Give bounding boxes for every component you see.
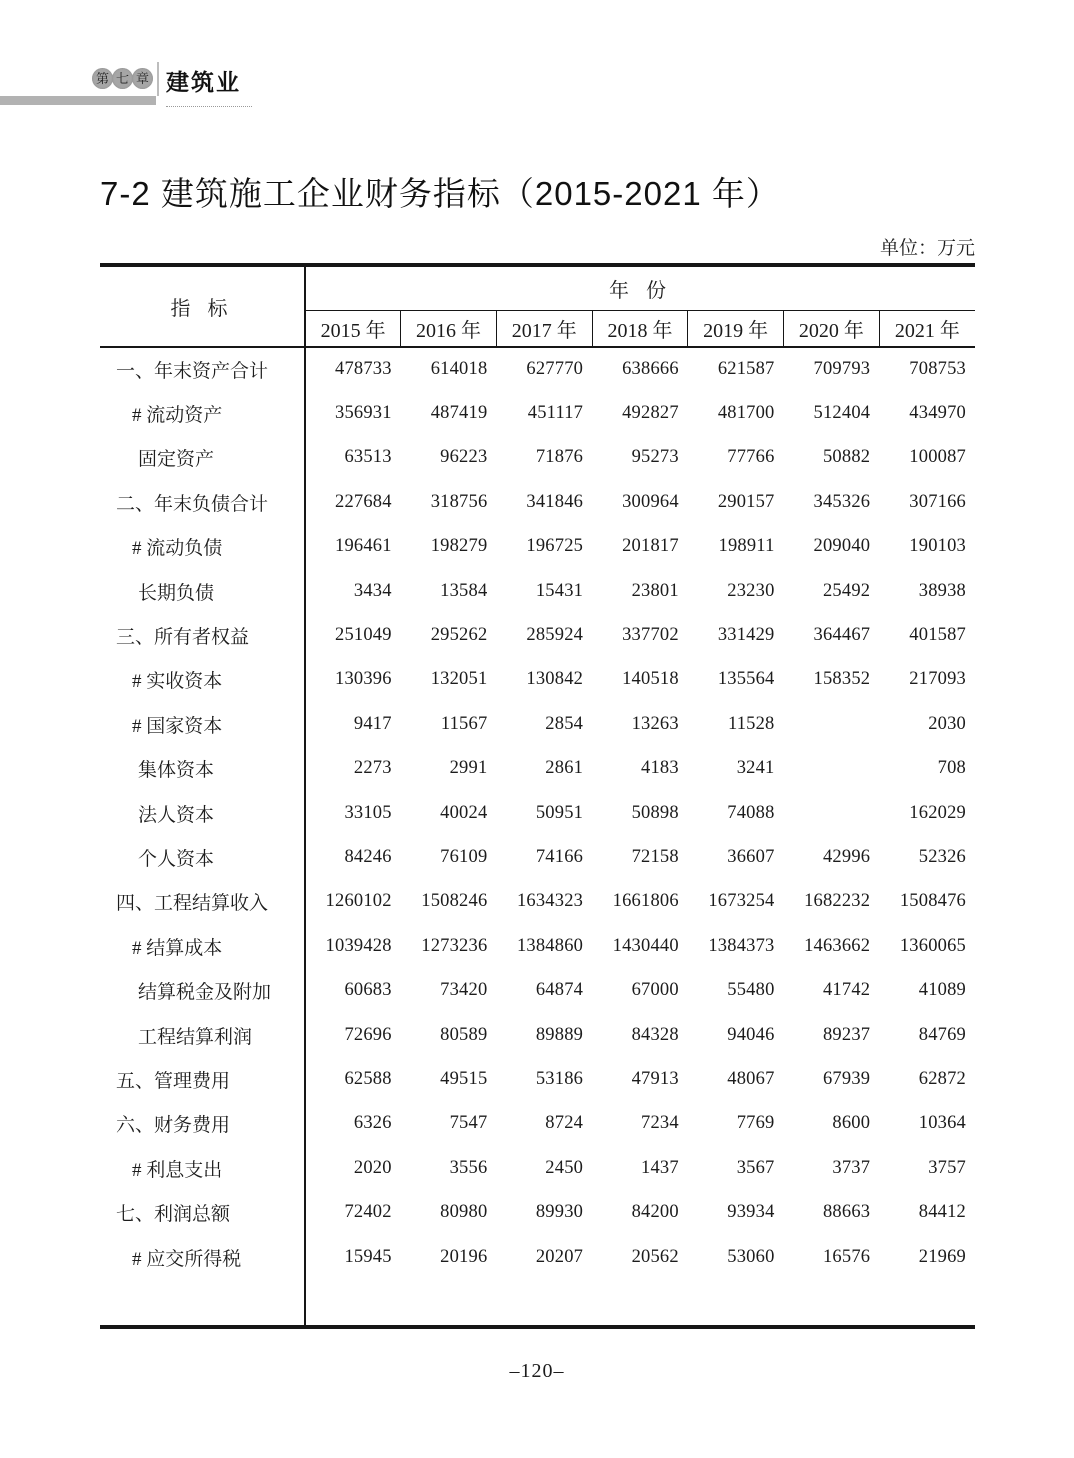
year-header: 2021 年 (879, 311, 975, 348)
value-cell: 74088 (727, 802, 775, 823)
value-cell: 89930 (535, 1202, 584, 1223)
value-cell: 20207 (535, 1246, 584, 1267)
row-label: # 应交所得税 (100, 1235, 305, 1279)
value-cell: 8724 (545, 1113, 584, 1134)
table-row (100, 347, 975, 391)
value-cell: 209040 (813, 536, 871, 557)
row-label: 结算税金及附加 (100, 968, 305, 1012)
table-row (100, 525, 975, 569)
value-cell: 451117 (527, 403, 584, 424)
value-cell: 23801 (631, 580, 679, 601)
value-cell: 638666 (622, 359, 679, 380)
value-cell: 53060 (727, 1246, 775, 1267)
value-cell: 1508476 (899, 891, 966, 912)
value-cell: 434970 (909, 403, 966, 424)
table-row (100, 968, 975, 1012)
value-cell: 130842 (526, 669, 584, 690)
value-cell: 96223 (440, 447, 488, 468)
value-cell: 337702 (622, 625, 679, 646)
chapter-title-underline (166, 64, 252, 107)
value-cell: 1273236 (421, 935, 488, 956)
value-cell: 7769 (736, 1113, 775, 1134)
row-label: 四、工程结算收入 (100, 880, 305, 924)
value-cell: 36607 (727, 846, 775, 867)
unit-note: 单位：万元 (879, 238, 975, 259)
table-row (100, 1013, 975, 1057)
value-cell: 492827 (622, 403, 679, 424)
value-cell: 84412 (918, 1202, 966, 1223)
value-cell: 64874 (535, 980, 584, 1001)
value-cell: 130396 (335, 669, 392, 690)
row-label: 一、年末资产合计 (100, 347, 305, 391)
value-cell: 23230 (727, 580, 775, 601)
value-cell: 71876 (535, 447, 584, 468)
value-cell: 3434 (353, 580, 392, 601)
value-cell: 341846 (526, 491, 584, 512)
table-row (100, 791, 975, 835)
value-cell: 50951 (535, 802, 584, 823)
value-cell: 67939 (822, 1068, 871, 1089)
value-cell: 708 (937, 758, 966, 779)
row-label: 五、管理费用 (100, 1057, 305, 1101)
value-cell: 300964 (622, 491, 679, 512)
value-cell: 251049 (335, 625, 392, 646)
chapter-badge-char-3: 章 (132, 68, 153, 89)
value-cell: 190103 (909, 536, 966, 557)
value-cell: 49515 (440, 1068, 488, 1089)
value-cell: 217093 (909, 669, 966, 690)
chapter-badge-char-1: 第 (92, 68, 113, 89)
table-row (100, 658, 975, 702)
value-cell: 77766 (727, 447, 775, 468)
value-cell: 93934 (727, 1202, 775, 1223)
value-cell: 15945 (344, 1246, 392, 1267)
value-cell: 1384860 (516, 935, 584, 956)
value-cell: 15431 (535, 580, 584, 601)
table-row (100, 569, 975, 613)
value-cell: 76109 (440, 846, 488, 867)
header-gray-bar (0, 96, 156, 105)
value-cell: 356931 (335, 403, 392, 424)
value-cell: 1508246 (421, 891, 488, 912)
value-cell: 62588 (344, 1068, 392, 1089)
value-cell: 481700 (717, 403, 775, 424)
value-cell: 72158 (631, 846, 679, 867)
page-number: –120– (509, 1360, 565, 1382)
value-cell: 1682232 (804, 891, 871, 912)
row-label: # 利息支出 (100, 1146, 305, 1190)
value-cell: 1437 (641, 1157, 679, 1178)
table-row (100, 702, 975, 746)
table-row (100, 436, 975, 480)
value-cell: 1634323 (516, 891, 584, 912)
value-cell: 709793 (813, 359, 871, 380)
value-cell: 73420 (440, 980, 488, 1001)
value-cell: 21969 (918, 1246, 966, 1267)
value-cell: 53186 (535, 1068, 584, 1089)
value-cell: 84769 (918, 1024, 966, 1045)
value-cell: 20196 (440, 1246, 488, 1267)
year-header: 2017 年 (496, 311, 592, 348)
value-cell (784, 791, 880, 835)
value-cell: 345326 (813, 491, 871, 512)
row-label: 固定资产 (100, 436, 305, 480)
table-row (100, 1190, 975, 1234)
value-cell: 3241 (736, 758, 775, 779)
value-cell: 9417 (353, 713, 392, 734)
value-cell: 95273 (631, 447, 679, 468)
value-cell: 100087 (909, 447, 966, 468)
value-cell: 84328 (631, 1024, 679, 1045)
value-cell: 72402 (344, 1202, 392, 1223)
table-row (100, 747, 975, 791)
value-cell: 2450 (545, 1157, 584, 1178)
value-cell: 487419 (430, 403, 488, 424)
row-label: 七、利润总额 (100, 1190, 305, 1234)
table-row (100, 480, 975, 524)
chapter-title: 建筑业 (166, 69, 241, 95)
value-cell: 3567 (736, 1157, 775, 1178)
value-cell: 48067 (727, 1068, 775, 1089)
value-cell: 614018 (430, 359, 488, 380)
value-cell: 331429 (717, 625, 775, 646)
value-cell: 3757 (928, 1157, 966, 1178)
table-row (100, 1146, 975, 1190)
row-label: # 国家资本 (100, 702, 305, 746)
row-label: 三、所有者权益 (100, 613, 305, 657)
table-row (100, 924, 975, 968)
value-cell: 11528 (727, 713, 775, 734)
value-cell: 1384373 (708, 935, 775, 956)
value-cell: 20562 (631, 1246, 679, 1267)
value-cell: 1430440 (612, 935, 679, 956)
value-cell: 89889 (535, 1024, 584, 1045)
value-cell: 290157 (717, 491, 775, 512)
value-cell: 1673254 (708, 891, 775, 912)
chapter-badge-char-2: 七 (112, 68, 133, 89)
year-header: 2016 年 (401, 311, 497, 348)
row-label: # 结算成本 (100, 924, 305, 968)
value-cell: 198911 (718, 536, 775, 557)
value-cell: 708753 (909, 359, 966, 380)
row-label: # 流动负债 (100, 525, 305, 569)
value-cell: 80980 (440, 1202, 488, 1223)
spacer-cell (100, 1279, 305, 1327)
value-cell: 52326 (918, 846, 966, 867)
table-row (100, 1235, 975, 1279)
chapter-badge (92, 68, 152, 89)
value-cell: 40024 (440, 802, 488, 823)
value-cell: 2020 (353, 1157, 392, 1178)
value-cell: 2030 (928, 713, 966, 734)
value-cell: 89237 (822, 1024, 871, 1045)
financial-indicators-table (100, 263, 975, 1329)
year-header: 2019 年 (688, 311, 784, 348)
value-cell: 2273 (353, 758, 392, 779)
value-cell: 1039428 (325, 935, 392, 956)
table-row (100, 1102, 975, 1146)
row-label: # 实收资本 (100, 658, 305, 702)
value-cell: 7234 (641, 1113, 679, 1134)
value-cell: 285924 (526, 625, 584, 646)
value-cell: 47913 (631, 1068, 679, 1089)
value-cell: 295262 (430, 625, 488, 646)
value-cell: 25492 (822, 580, 871, 601)
row-label: 六、财务费用 (100, 1102, 305, 1146)
value-cell: 94046 (727, 1024, 775, 1045)
value-cell: 621587 (717, 359, 775, 380)
header-divider (157, 62, 159, 96)
value-cell: 478733 (335, 359, 392, 380)
value-cell: 8600 (832, 1113, 871, 1134)
value-cell: 401587 (909, 625, 966, 646)
value-cell: 3556 (449, 1157, 488, 1178)
row-label: 长期负债 (100, 569, 305, 613)
value-cell: 72696 (344, 1024, 392, 1045)
table-spacer-row (100, 1279, 975, 1327)
value-cell: 88663 (822, 1202, 871, 1223)
table-row (100, 880, 975, 924)
value-cell: 1661806 (612, 891, 679, 912)
value-cell: 2991 (449, 758, 488, 779)
value-cell: 60683 (344, 980, 392, 1001)
value-cell: 16576 (822, 1246, 871, 1267)
value-cell: 7547 (449, 1113, 488, 1134)
value-cell: 2861 (545, 758, 584, 779)
value-cell: 62872 (918, 1068, 966, 1089)
value-cell (784, 702, 880, 746)
value-cell: 364467 (813, 625, 871, 646)
value-cell: 55480 (727, 980, 775, 1001)
value-cell: 74166 (535, 846, 584, 867)
indicator-column-header: 指 标 (100, 265, 305, 347)
value-cell: 1360065 (899, 935, 966, 956)
page-title: 7-2 建筑施工企业财务指标（2015-2021 年） (100, 175, 780, 212)
value-cell: 67000 (631, 980, 679, 1001)
value-cell: 3737 (832, 1157, 871, 1178)
row-label: 集体资本 (100, 747, 305, 791)
value-cell: 10364 (918, 1113, 966, 1134)
value-cell: 1463662 (804, 935, 871, 956)
value-cell: 42996 (822, 846, 871, 867)
value-cell: 41742 (822, 980, 871, 1001)
year-header: 2015 年 (305, 311, 401, 348)
value-cell: 41089 (918, 980, 966, 1001)
row-label: 个人资本 (100, 835, 305, 879)
table-row (100, 391, 975, 435)
value-cell: 512404 (813, 403, 871, 424)
value-cell: 13263 (631, 713, 679, 734)
value-cell: 2854 (545, 713, 584, 734)
year-header: 2018 年 (592, 311, 688, 348)
value-cell (784, 747, 880, 791)
value-cell: 80589 (440, 1024, 488, 1045)
value-cell: 196461 (335, 536, 392, 557)
year-group-header: 年 份 (305, 265, 975, 311)
year-header: 2020 年 (784, 311, 880, 348)
table-row (100, 613, 975, 657)
value-cell: 158352 (813, 669, 871, 690)
value-cell: 201817 (622, 536, 679, 557)
value-cell: 1260102 (325, 891, 392, 912)
value-cell: 198279 (430, 536, 488, 557)
value-cell: 13584 (440, 580, 488, 601)
value-cell: 140518 (622, 669, 679, 690)
value-cell: 38938 (918, 580, 966, 601)
value-cell: 227684 (335, 491, 392, 512)
value-cell: 63513 (344, 447, 392, 468)
value-cell: 33105 (344, 802, 392, 823)
value-cell: 84200 (631, 1202, 679, 1223)
row-label: 工程结算利润 (100, 1013, 305, 1057)
value-cell: 162029 (909, 802, 966, 823)
value-cell: 132051 (430, 669, 488, 690)
row-label: 法人资本 (100, 791, 305, 835)
value-cell: 11567 (440, 713, 488, 734)
table-row (100, 835, 975, 879)
value-cell: 50882 (822, 447, 871, 468)
value-cell: 307166 (909, 491, 966, 512)
spacer-cell (305, 1279, 975, 1327)
value-cell: 50898 (631, 802, 679, 823)
value-cell: 135564 (717, 669, 775, 690)
value-cell: 196725 (526, 536, 584, 557)
value-cell: 4183 (641, 758, 679, 779)
row-label: 二、年末负债合计 (100, 480, 305, 524)
value-cell: 318756 (430, 491, 488, 512)
value-cell: 627770 (526, 359, 584, 380)
row-label: # 流动资产 (100, 391, 305, 435)
table-row (100, 1057, 975, 1101)
value-cell: 84246 (344, 846, 392, 867)
value-cell: 6326 (353, 1113, 392, 1134)
